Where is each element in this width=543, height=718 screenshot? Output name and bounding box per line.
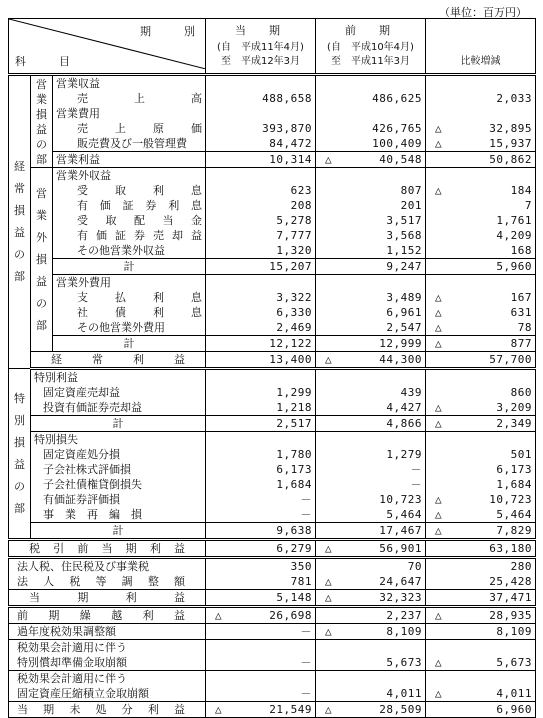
cell-change: 1,684 (426, 477, 536, 492)
cell-prior: 4,866 (316, 416, 426, 432)
cell-change: 6,173 (426, 462, 536, 477)
cell-change: △ 5,673 (426, 655, 536, 671)
cell-current: 84,472 (206, 136, 316, 152)
row-label: 前期繰越利益 (9, 607, 206, 624)
cell-change: △ 78 (426, 320, 536, 336)
row-label: 計 (53, 336, 206, 352)
table-row (9, 607, 536, 624)
cell-current: 13,400 (206, 352, 316, 369)
row-label: その他営業外収益 (53, 243, 206, 259)
cell-change: △ 5,464 (426, 507, 536, 523)
cell-current: 781 (206, 574, 316, 590)
table-row (9, 702, 536, 718)
prior-to: 至 平成11年3月 (330, 55, 411, 67)
cell-current: 6,330 (206, 305, 316, 320)
period-label: 期 別 (140, 25, 195, 38)
table-row (9, 416, 536, 432)
cell-prior: △ 24,647 (316, 574, 426, 590)
row-label: 営業収益 (53, 75, 206, 92)
table-row (9, 121, 536, 136)
row-label: 社 債 利 息 (53, 305, 206, 320)
row-label: 固定資産売却益 (31, 385, 206, 400)
cell-current: 6,279 (206, 540, 316, 558)
cell-current: 488,658 (206, 91, 316, 106)
cell-current: 5,148 (206, 590, 316, 607)
table-row (9, 686, 536, 702)
row-label: 計 (31, 523, 206, 540)
row-label: 税効果会計適用に伴う (9, 671, 206, 687)
prior-from: (自 平成10年4月) (327, 41, 414, 53)
cell-change: △ 877 (426, 336, 536, 352)
row-label: 受取配当金 (53, 213, 206, 228)
row-label: 子会社株式評価損 (31, 462, 206, 477)
table-row (9, 243, 536, 259)
table-row (9, 492, 536, 507)
cell-current: － (206, 655, 316, 671)
income-statement-table (8, 18, 536, 718)
row-label: 有価証券売却益 (53, 228, 206, 243)
current-to: 至 平成12年3月 (220, 55, 301, 67)
row-label: 営業外費用 (53, 275, 206, 291)
subject-label: 科 目 (15, 55, 70, 68)
row-label: 経 常 利 益 (31, 352, 206, 369)
cell-prior: 9,247 (316, 259, 426, 275)
cell-current: 2,517 (206, 416, 316, 432)
cell-prior: 12,999 (316, 336, 426, 352)
row-label: 過年度税効果調整額 (9, 624, 206, 640)
cell-prior: 70 (316, 558, 426, 575)
cell-current: 350 (206, 558, 316, 575)
table-row (9, 590, 536, 607)
table-row (9, 320, 536, 336)
cell-change: △ 7,829 (426, 523, 536, 540)
cell-prior: 2,237 (316, 607, 426, 624)
cell-prior: 4,427 (316, 400, 426, 416)
table-row (9, 558, 536, 575)
unit-label: （単位：百万円） (439, 6, 527, 19)
cell-prior: 439 (316, 385, 426, 400)
cell-current: 2,469 (206, 320, 316, 336)
table-row (9, 275, 536, 291)
cell-current: － (206, 686, 316, 702)
table-row (9, 91, 536, 106)
table-row (9, 540, 536, 558)
table-row (9, 168, 536, 184)
cell-prior: △ 40,548 (316, 152, 426, 168)
side-nonop: 営業外損益の部 (31, 168, 53, 352)
row-label: 当期未処分利益 (9, 702, 206, 718)
cell-prior: 3,489 (316, 290, 426, 305)
cell-prior: 3,517 (316, 213, 426, 228)
table-row (9, 462, 536, 477)
row-label: 子会社債権貸倒損失 (31, 477, 206, 492)
cell-current: 12,122 (206, 336, 316, 352)
cell-prior: 1,152 (316, 243, 426, 259)
header-diagonal-cell (9, 19, 206, 75)
cell-prior: △ 28,509 (316, 702, 426, 718)
prior-period-header (316, 19, 426, 75)
row-label: 税効果会計適用に伴う (9, 640, 206, 656)
table-row (9, 290, 536, 305)
cell-change: 57,700 (426, 352, 536, 369)
table-row (9, 624, 536, 640)
table-row (9, 198, 536, 213)
row-label: 計 (53, 259, 206, 275)
row-label: 法人税等調整額 (9, 574, 206, 590)
table-row (9, 671, 536, 687)
cell-prior: 100,409 (316, 136, 426, 152)
row-label: 有価証券評価損 (31, 492, 206, 507)
row-label: 営業費用 (53, 106, 206, 121)
cell-prior: 17,467 (316, 523, 426, 540)
cell-change: △ 631 (426, 305, 536, 320)
row-label: 営業利益 (53, 152, 206, 168)
side-operating: 営業損益の部 (31, 75, 53, 168)
table-row (9, 152, 536, 168)
cell-current: 9,638 (206, 523, 316, 540)
row-label: 特別利益 (31, 369, 206, 386)
header-row (9, 19, 536, 75)
table-row (9, 213, 536, 228)
cell-current: 623 (206, 183, 316, 198)
table-row (9, 385, 536, 400)
row-label: 計 (31, 416, 206, 432)
table-row (9, 228, 536, 243)
cell-change: 5,960 (426, 259, 536, 275)
prior-title: 前 期 (345, 23, 396, 37)
cell-change: 25,428 (426, 574, 536, 590)
cell-current: － (206, 624, 316, 640)
cell-prior: △ 8,109 (316, 624, 426, 640)
cell-prior: 426,765 (316, 121, 426, 136)
cell-change: △ 28,935 (426, 607, 536, 624)
table-row (9, 183, 536, 198)
cell-current: 1,780 (206, 447, 316, 462)
cell-change: 50,862 (426, 152, 536, 168)
cell-current: 208 (206, 198, 316, 213)
side-special: 特 別 損 益 の 部 (9, 369, 31, 540)
cell-prior: 201 (316, 198, 426, 213)
cell-change: △ 3,209 (426, 400, 536, 416)
cell-change: △ 167 (426, 290, 536, 305)
side-ordinary: 経 常 損 益 の 部 (9, 75, 31, 369)
current-period-header (206, 19, 316, 75)
row-label: 販売費及び一般管理費 (53, 136, 206, 152)
table-row (9, 400, 536, 416)
table-row (9, 477, 536, 492)
cell-prior: △ 56,901 (316, 540, 426, 558)
cell-change: 501 (426, 447, 536, 462)
table-row (9, 305, 536, 320)
table-row (9, 432, 536, 448)
cell-current: 393,870 (206, 121, 316, 136)
row-label: 固定資産圧縮積立金取崩額 (9, 686, 206, 702)
cell-change: 4,209 (426, 228, 536, 243)
cell-change: 6,960 (426, 702, 536, 718)
cell-current: － (206, 492, 316, 507)
row-label: 有価証券利息 (53, 198, 206, 213)
row-label: 投資有価証券売却益 (31, 400, 206, 416)
cell-prior: － (316, 477, 426, 492)
cell-change: △ 10,723 (426, 492, 536, 507)
cell-change: △ 2,349 (426, 416, 536, 432)
cell-change: 280 (426, 558, 536, 575)
change-header: 比較増減 (426, 19, 536, 75)
cell-current: 15,207 (206, 259, 316, 275)
table-row (9, 523, 536, 540)
row-label: 売 上 原 価 (53, 121, 206, 136)
table-row (9, 369, 536, 386)
cell-change: 860 (426, 385, 536, 400)
row-label: その他営業外費用 (53, 320, 206, 336)
row-label: 特別損失 (31, 432, 206, 448)
cell-prior: 6,961 (316, 305, 426, 320)
cell-prior: 3,568 (316, 228, 426, 243)
cell-change: 1,761 (426, 213, 536, 228)
cell-prior: △ 32,323 (316, 590, 426, 607)
row-label: 受 取 利 息 (53, 183, 206, 198)
cell-prior: 5,464 (316, 507, 426, 523)
cell-current: △ 26,698 (206, 607, 316, 624)
cell-change: 7 (426, 198, 536, 213)
row-label: 売 上 高 (53, 91, 206, 106)
cell-prior: 1,279 (316, 447, 426, 462)
cell-current: 5,278 (206, 213, 316, 228)
row-label: 法人税、住民税及び事業税 (9, 558, 206, 575)
cell-current: 1,320 (206, 243, 316, 259)
cell-change: △ 4,011 (426, 686, 536, 702)
row-label: 特別償却準備金取崩額 (9, 655, 206, 671)
cell-change: △ 184 (426, 183, 536, 198)
row-label: 固定資産処分損 (31, 447, 206, 462)
table-row (9, 507, 536, 523)
row-label: 支 払 利 息 (53, 290, 206, 305)
cell-current: 1,299 (206, 385, 316, 400)
cell-current: － (206, 507, 316, 523)
cell-current: △ 21,549 (206, 702, 316, 718)
cell-prior: 486,625 (316, 91, 426, 106)
cell-prior: － (316, 462, 426, 477)
cell-prior: △ 44,300 (316, 352, 426, 369)
table-row (9, 336, 536, 352)
cell-prior: 807 (316, 183, 426, 198)
cell-current: 7,777 (206, 228, 316, 243)
row-label: 税引前当期利益 (9, 540, 206, 558)
cell-prior: 2,547 (316, 320, 426, 336)
cell-change: △ 15,937 (426, 136, 536, 152)
cell-change: 37,471 (426, 590, 536, 607)
row-label: 事 業 再 編 損 (31, 507, 206, 523)
table-row (9, 352, 536, 369)
cell-current: 3,322 (206, 290, 316, 305)
cell-change: 63,180 (426, 540, 536, 558)
table-row (9, 259, 536, 275)
cell-current: 1,684 (206, 477, 316, 492)
cell-current: 1,218 (206, 400, 316, 416)
cell-change: 2,033 (426, 91, 536, 106)
cell-prior: 10,723 (316, 492, 426, 507)
cell-current: 10,314 (206, 152, 316, 168)
cell-change: 8,109 (426, 624, 536, 640)
cell-change: 168 (426, 243, 536, 259)
row-label: 営業外収益 (53, 168, 206, 184)
cell-prior: 5,673 (316, 655, 426, 671)
current-from: (自 平成11年4月) (217, 41, 304, 53)
table-row (9, 136, 536, 152)
table-row (9, 75, 536, 92)
table-row (9, 447, 536, 462)
table-row (9, 106, 536, 121)
table-row (9, 640, 536, 656)
cell-prior: 4,011 (316, 686, 426, 702)
table-row (9, 574, 536, 590)
cell-change: △ 32,895 (426, 121, 536, 136)
cell-current: 6,173 (206, 462, 316, 477)
row-label: 当 期 利 益 (9, 590, 206, 607)
table-row (9, 655, 536, 671)
current-title: 当 期 (235, 23, 286, 37)
